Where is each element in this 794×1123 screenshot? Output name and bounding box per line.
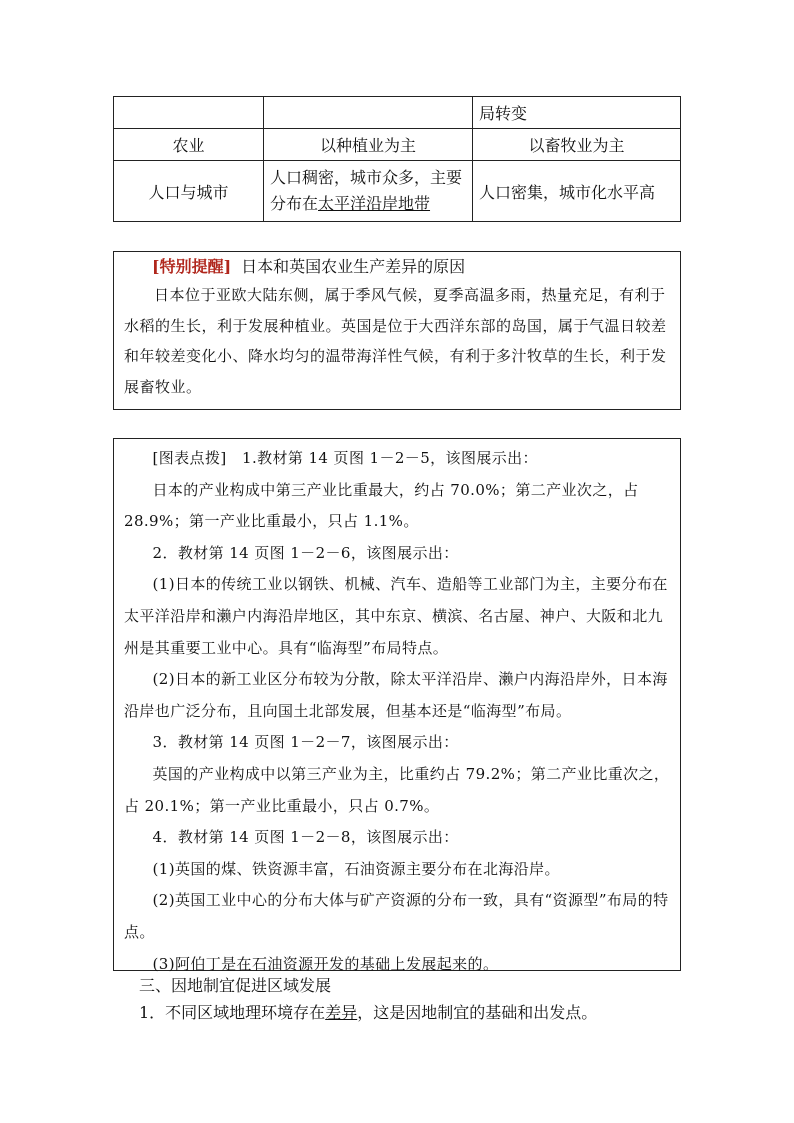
special-reminder-box [113, 251, 681, 410]
japan-population-text: 人口稠密，城市众多，主要分布在 [270, 168, 463, 213]
notes-heading-2: 2．教材第 14 页图 1－2－6，该图展示出： [152, 543, 459, 562]
chart-notes-box [113, 438, 681, 971]
underlined-term: 差异 [325, 1003, 358, 1022]
notes-paragraph: 日本的产业构成中第三产业比重最大，约占 70.0%；第二产业次之，占 28.9%；第一产业比重最小，只占 1.1%。 [124, 480, 639, 531]
section-point-1 [139, 1000, 597, 1023]
notes-heading-1: [图表点拨] 1.教材第 14 页图 1－2－5，该图展示出： [152, 449, 538, 467]
notes-paragraph: (1)日本的传统工业以钢铁、机械、汽车、造船等工业部门为主，主要分布在太平洋沿岸和濑户内海沿岸地区，其中东京、横滨、名古屋、神户、大阪和北九州是其重要工业中心。具有“临海型”布局特点。 [124, 575, 668, 657]
notes-heading-3: 3．教材第 14 页图 1－2－7，该图展示出： [152, 733, 459, 752]
point-text: 1．不同区域地理环境存在 [139, 1003, 326, 1022]
uk-agriculture-cell: 以畜牧业为主 [473, 129, 681, 161]
japan-population-cell [264, 161, 473, 222]
point-text: ，这是因地制宜的基础和出发点。 [357, 1003, 598, 1022]
reminder-title: 日本和英国农业生产差异的原因 [241, 257, 466, 276]
reminder-tag: [特别提醒] [152, 257, 232, 276]
notes-heading-4: 4．教材第 14 页图 1－2－8，该图展示出： [152, 828, 459, 847]
underlined-term: 太平洋沿岸地带 [318, 194, 431, 213]
row-label-population: 人口与城市 [114, 161, 264, 222]
table-cell [264, 97, 473, 129]
table-row [114, 97, 681, 129]
uk-population-cell: 人口密集，城市化水平高 [473, 161, 681, 222]
table-row [114, 129, 681, 161]
japan-agriculture-cell: 以种植业为主 [264, 129, 473, 161]
notes-paragraph: (3)阿伯丁是在石油资源开发的基础上发展起来的。 [152, 954, 499, 973]
reminder-heading [124, 254, 670, 280]
row-label-agriculture: 农业 [114, 129, 264, 161]
notes-paragraph: (2)英国工业中心的分布大体与矿产资源的分布一致，具有“资源型”布局的特点。 [124, 891, 669, 941]
table-cell: 局转变 [473, 97, 681, 129]
table-row [114, 161, 681, 222]
notes-paragraph: (1)英国的煤、铁资源丰富，石油资源主要分布在北海沿岸。 [152, 859, 560, 878]
reminder-body: 日本位于亚欧大陆东侧，属于季风气候，夏季高温多雨，热量充足，有利于水稻的生长，利于发展种植业。英国是位于大西洋东部的岛国，属于气温日较差和年较差变化小、降水均匀的温带海洋性气候，有利于多汁牧草的生长，利于发展畜牧业。 [124, 286, 667, 396]
notes-paragraph: (2)日本的新工业区分布较为分散，除太平洋沿岸、濑户内海沿岸外，日本海沿岸也广泛分布，且向国土北部发展，但基本还是“临海型”布局。 [124, 670, 668, 720]
notes-paragraph: 英国的产业构成中以第三产业为主，比重约占 79.2%；第二产业比重次之，占 20.1%；第一产业比重最小，只占 0.7%。 [124, 764, 670, 815]
section-heading: 三、因地制宜促进区域发展 [139, 976, 332, 995]
comparison-table [113, 96, 681, 222]
table-cell [114, 97, 264, 129]
